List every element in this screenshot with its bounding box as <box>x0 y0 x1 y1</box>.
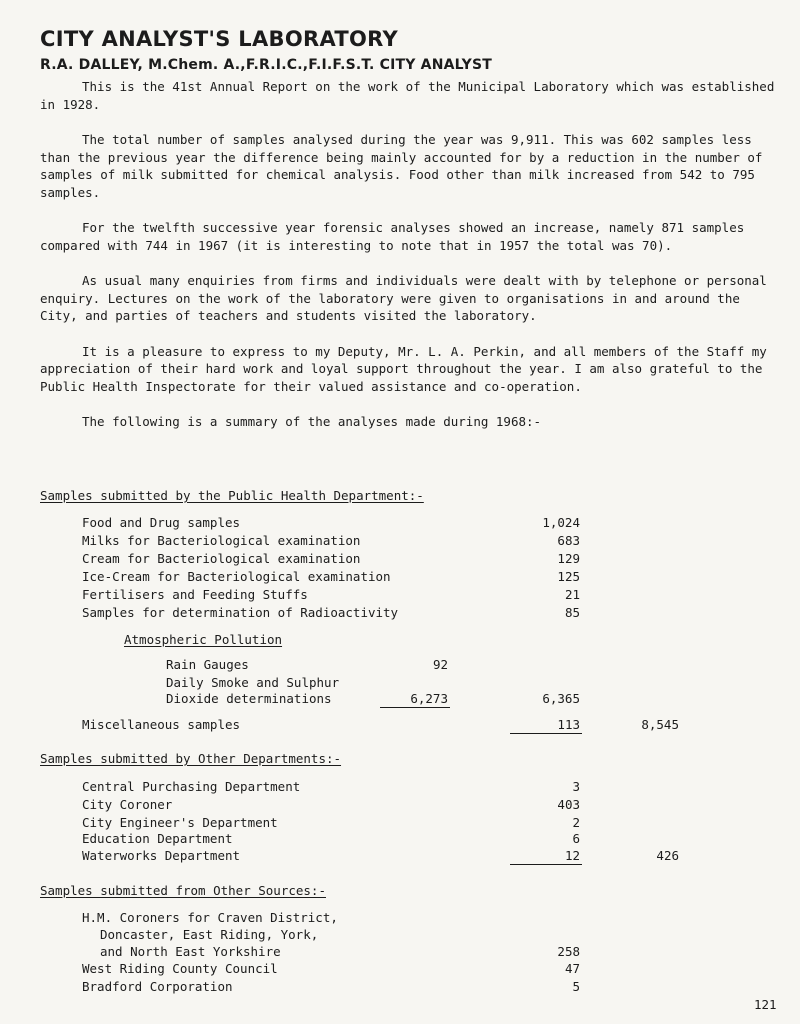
paragraph: It is a pleasure to express to my Deputy, Mr. L. A. Perkin, and all members of the Staff my appreciation of their hard work and loyal support throughout the year. I am also grateful to the Public Health Inspectorate for their valued assistance and co-operation. <box>40 343 767 394</box>
row-label: H.M. Coroners for Craven District, <box>82 910 338 925</box>
section-heading-public-health: Samples submitted by the Public Health Department:- <box>40 488 424 503</box>
section-total: 426 <box>656 848 679 863</box>
row-label: Ice-Cream for Bacteriological examination <box>82 569 391 584</box>
row-value: 129 <box>557 551 580 566</box>
sum-rule <box>510 864 582 865</box>
row-label: Food and Drug samples <box>82 515 241 530</box>
row-label: City Coroner <box>82 797 173 812</box>
row-label: and North East Yorkshire <box>100 944 281 959</box>
row-value: 113 <box>557 717 580 732</box>
subheading-atmospheric: Atmospheric Pollution <box>124 632 283 647</box>
row-label: Miscellaneous samples <box>82 717 241 732</box>
row-value: 5 <box>572 979 580 994</box>
row-value: 92 <box>432 657 448 672</box>
row-value: 3 <box>572 779 580 794</box>
row-value: 6,273 <box>410 691 448 706</box>
row-label: Education Department <box>82 831 233 846</box>
page-title: CITY ANALYST'S LABORATORY <box>40 27 398 51</box>
row-value: 12 <box>564 848 580 863</box>
row-label: Cream for Bacteriological examination <box>82 551 361 566</box>
paragraph: As usual many enquiries from firms and individuals were dealt with by telephone or personal enquiry. Lectures on the work of the laboratory were given to organisations in and around the City, and parties of teachers and students visited the laboratory. <box>40 273 767 323</box>
row-value: 21 <box>564 587 580 602</box>
section-heading-other-sources: Samples submitted from Other Sources:- <box>40 883 326 898</box>
row-label: West Riding County Council <box>82 961 278 976</box>
page-number: 121 <box>754 997 777 1012</box>
row-label: Waterworks Department <box>82 848 241 863</box>
row-value: 6 <box>572 831 580 846</box>
row-label: Fertilisers and Feeding Stuffs <box>82 587 308 602</box>
paragraph: This is the 41st Annual Report on the work of the Municipal Laboratory which was established in 1928. <box>40 79 775 112</box>
author-line: R.A. DALLEY, M.Chem. A.,F.R.I.C.,F.I.F.S.T. CITY ANALYST <box>40 57 492 73</box>
paragraph: The following is a summary of the analyses made during 1968:- <box>82 414 542 429</box>
sum-rule <box>380 707 450 708</box>
paragraph: The total number of samples analysed during the year was 9,911. This was 602 samples less than the previous year the difference being mainly accounted for by a reduction in the number of samples of milk submitted for chemical analysis. Food other than milk increased from 542 to 795 samples. <box>40 132 763 200</box>
sum-rule <box>510 733 582 734</box>
row-value: 85 <box>564 605 580 620</box>
row-value: 2 <box>572 815 580 830</box>
paragraph: For the twelfth successive year forensic analyses showed an increase, namely 871 samples compared with 744 in 1967 (it is interesting to note that in 1957 the total was 70). <box>40 220 745 253</box>
row-label: Doncaster, East Riding, York, <box>100 927 319 942</box>
section-total: 8,545 <box>641 717 679 732</box>
row-value: 258 <box>557 944 580 959</box>
row-value: 1,024 <box>542 515 580 530</box>
row-label: Rain Gauges <box>166 657 249 672</box>
row-value: 125 <box>557 569 580 584</box>
intro-text <box>40 78 780 449</box>
section-heading-other-departments: Samples submitted by Other Departments:- <box>40 751 342 766</box>
row-label: Dioxide determinations <box>166 691 332 706</box>
row-label: Bradford Corporation <box>82 979 233 994</box>
row-value: 47 <box>564 961 580 976</box>
row-label: City Engineer's Department <box>82 815 278 830</box>
subtotal-value: 6,365 <box>542 691 580 706</box>
row-label: Daily Smoke and Sulphur <box>166 675 340 690</box>
row-label: Central Purchasing Department <box>82 779 301 794</box>
row-label: Samples for determination of Radioactivity <box>82 605 399 620</box>
row-value: 683 <box>557 533 580 548</box>
row-value: 403 <box>557 797 580 812</box>
row-label: Milks for Bacteriological examination <box>82 533 361 548</box>
